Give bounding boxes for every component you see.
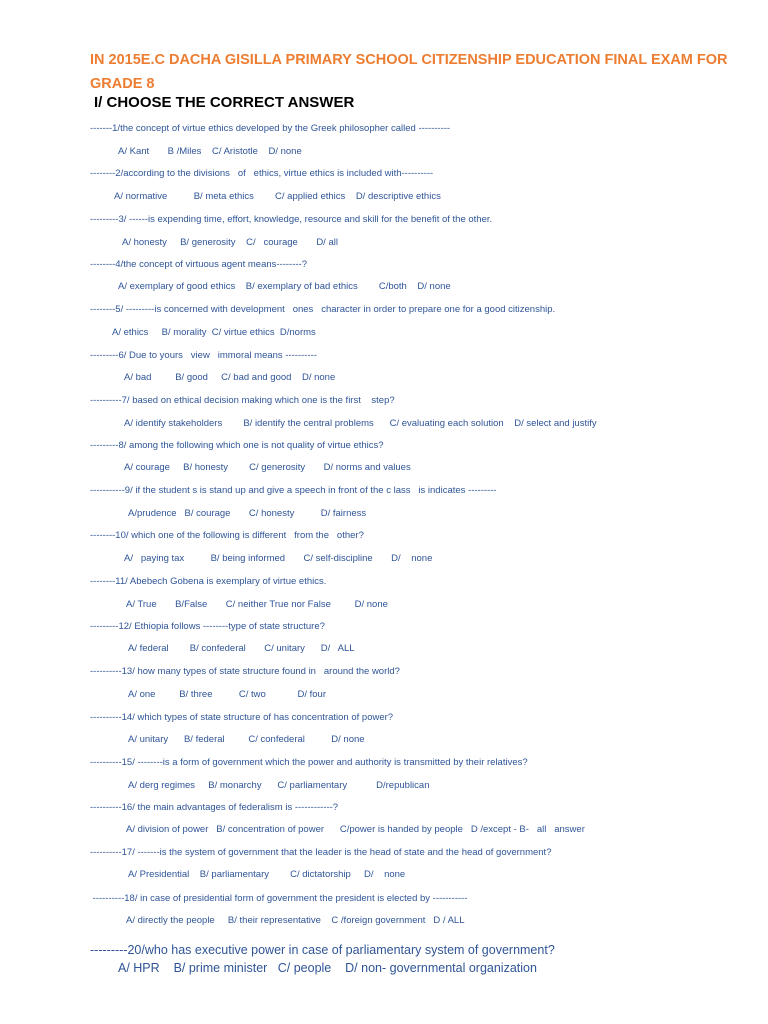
question-2: --------2/according to the divisions of ethics, virtue ethics is included with---------- [90,168,434,179]
question-4: --------4/the concept of virtuous agent means--------? [90,259,307,270]
question-10: --------10/ which one of the following is different from the other? [90,530,364,541]
section-heading: I/ CHOOSE THE CORRECT ANSWER [94,94,355,111]
options-7: A/ identify stakeholders B/ identify the central problems C/ evaluating each solution D/ select and justify [124,418,597,429]
question-12: ---------12/ Ethiopia follows --------type of state structure? [90,621,325,632]
question-16: ----------16/ the main advantages of federalism is ------------? [90,802,339,813]
options-18: A/ directly the people B/ their representative C /foreign government D / ALL [126,915,465,926]
question-7: ----------7/ based on ethical decision making which one is the first step? [90,395,395,406]
options-8: A/ courage B/ honesty C/ generosity D/ norms and values [124,462,411,473]
options-17: A/ Presidential B/ parliamentary C/ dictatorship D/ none [128,869,406,880]
question-8: ---------8/ among the following which one is not quality of virtue ethics? [90,440,384,451]
options-6: A/ bad B/ good C/ bad and good D/ none [124,372,336,383]
exam-title: IN 2015E.C DACHA GISILLA PRIMARY SCHOOL CITIZENSHIP EDUCATION FINAL EXAM FOR GRADE 8 [90,52,728,92]
options-9: A/prudence B/ courage C/ honesty D/ fairness [128,508,367,519]
options-5: A/ ethics B/ morality C/ virtue ethics D/norms [112,327,316,338]
question-18: ----------18/ in case of presidential form of government the president is elected by ----------- [90,893,468,904]
options-10: A/ paying tax B/ being informed C/ self-discipline D/ none [124,553,433,564]
options-4: A/ exemplary of good ethics B/ exemplary of bad ethics C/both D/ none [118,281,451,292]
question-1: -------1/the concept of virtue ethics developed by the Greek philosopher called ---------- [90,123,451,134]
question-5: --------5/ ---------is concerned with development ones character in order to prepare one for a good citizenship. [90,304,556,315]
options-13: A/ one B/ three C/ two D/ four [128,689,326,700]
question-6: ---------6/ Due to yours view immoral means ---------- [90,350,317,361]
options-3: A/ honesty B/ generosity C/ courage D/ all [122,237,338,248]
options-2: A/ normative B/ meta ethics C/ applied ethics D/ descriptive ethics [114,191,441,202]
options-20: A/ HPR B/ prime minister C/ people D/ non- governmental organization [118,961,537,975]
question-9: -----------9/ if the student s is stand up and give a speech in front of the c lass is indicates --------- [90,485,497,496]
question-3: ---------3/ ------is expending time, effort, knowledge, resource and skill for the benefit of the other. [90,214,493,225]
options-15: A/ derg regimes B/ monarchy C/ parliamentary D/republican [128,780,430,791]
options-14: A/ unitary B/ federal C/ confederal D/ none [128,734,365,745]
options-1: A/ Kant B /Miles C/ Aristotle D/ none [118,146,302,157]
question-11: --------11/ Abebech Gobena is exemplary of virtue ethics. [90,576,327,587]
question-20: ---------20/who has executive power in case of parliamentary system of government? [90,943,555,957]
options-12: A/ federal B/ confederal C/ unitary D/ ALL [128,643,355,654]
question-14: ----------14/ which types of state structure of has concentration of power? [90,712,394,723]
question-17: ----------17/ -------is the system of government that the leader is the head of state and the head of government? [90,847,552,858]
question-13: ----------13/ how many types of state structure found in around the world? [90,666,400,677]
options-16: A/ division of power B/ concentration of power C/power is handed by people D /except - B- all answer [126,824,585,835]
options-11: A/ True B/False C/ neither True nor False D/ none [126,599,388,610]
question-15: ----------15/ --------is a form of government which the power and authority is transmitted by their relatives? [90,757,528,768]
